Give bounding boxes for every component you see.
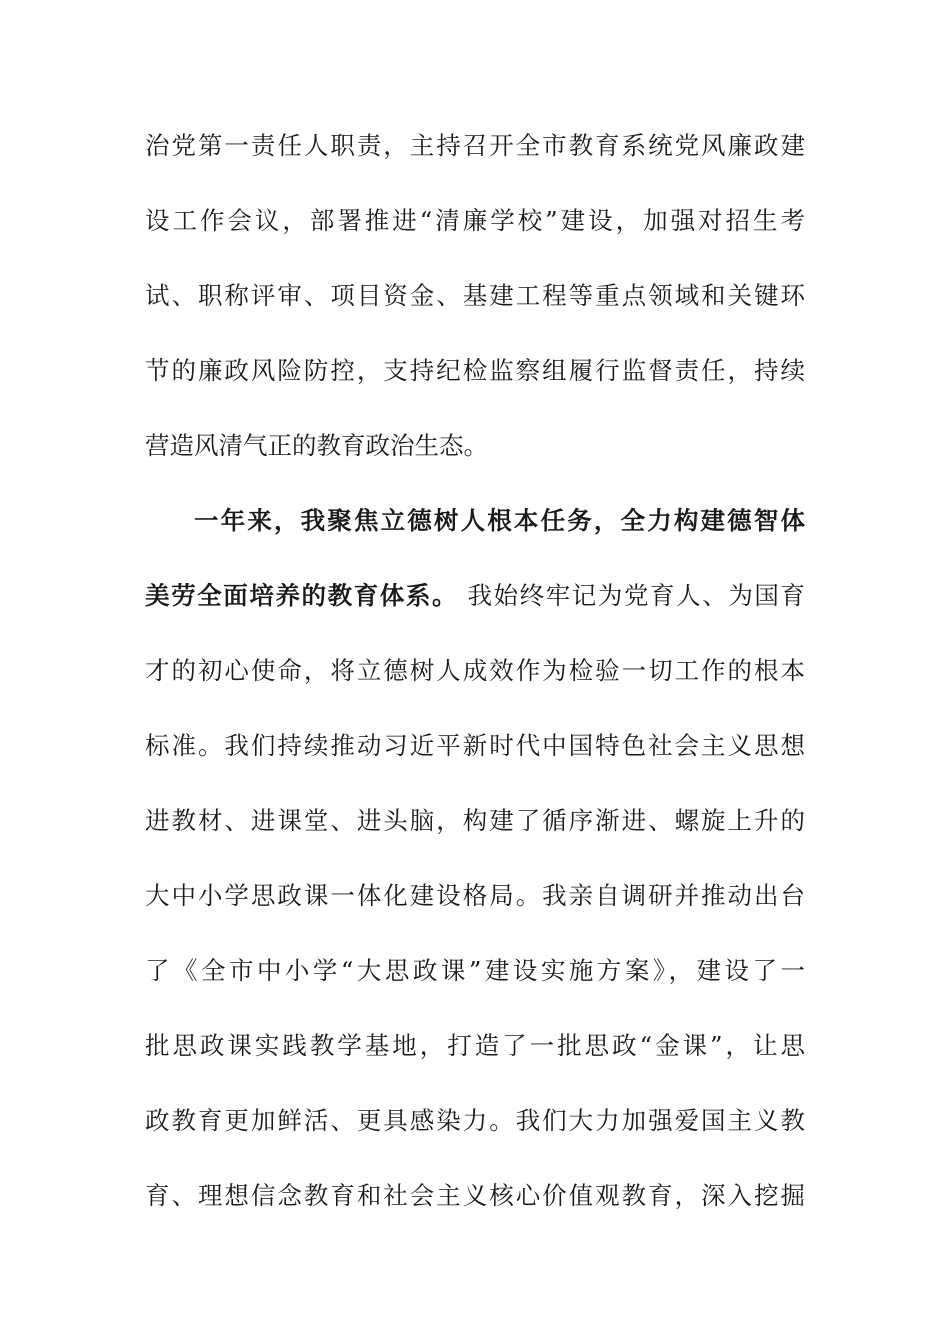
paragraph-line: 批思政课实践教学基地，打造了一批思政“金课”，让思 (145, 1031, 805, 1060)
bold-heading-end: 美劳全面培养的教育体系。 (145, 581, 459, 610)
bold-heading-line: 一年来，我聚焦立德树人根本任务，全力构建德智体 (194, 506, 805, 535)
paragraph-line: 政教育更加鲜活、更具感染力。我们大力加强爱国主义教 (145, 1106, 805, 1135)
document-body (145, 108, 805, 1233)
paragraph-line: 进教材、进课堂、进头脑，构建了循序渐进、螺旋上升的 (145, 806, 805, 835)
paragraph-line: 治党第一责任人职责，主持召开全市教育系统党风廉政建 (145, 131, 805, 160)
paragraph-line: 育、理想信念教育和社会主义核心价值观教育，深入挖掘 (145, 1181, 805, 1210)
paragraph-line: 了《全市中小学“大思政课”建设实施方案》，建设了一 (145, 956, 805, 985)
paragraph-line: 节的廉政风险防控，支持纪检监察组履行监督责任，持续 (145, 356, 805, 385)
paragraph-text: 我始终牢记为党育人、为国育 (458, 581, 805, 610)
paragraph-line: 大中小学思政课一体化建设格局。我亲自调研并推动出台 (145, 881, 805, 910)
paragraph-line: 标准。我们持续推动习近平新时代中国特色社会主义思想 (145, 731, 805, 760)
paragraph-line: 试、职称评审、项目资金、基建工程等重点领域和关键环 (145, 281, 805, 310)
paragraph-line: 才的初心使命，将立德树人成效作为检验一切工作的根本 (145, 656, 805, 685)
paragraph-2 (145, 483, 805, 1233)
paragraph-line: 设工作会议，部署推进“清廉学校”建设，加强对招生考 (145, 206, 805, 235)
paragraph-1 (145, 108, 805, 483)
paragraph-line: 营造风清气正的教育政治生态。 (145, 431, 488, 460)
mixed-line (145, 558, 805, 633)
